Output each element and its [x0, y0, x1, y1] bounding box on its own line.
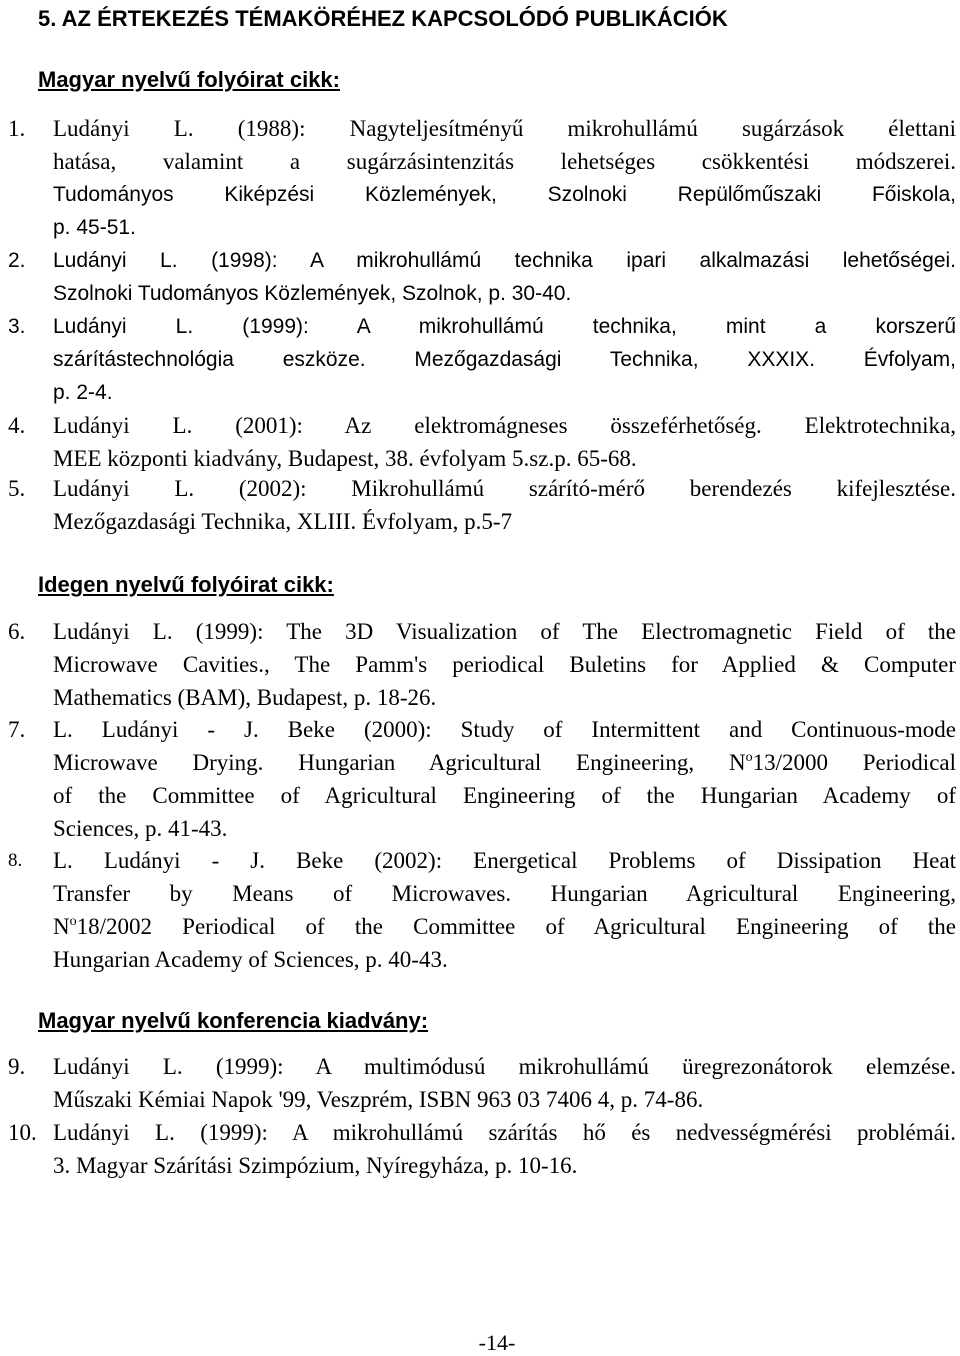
item-line: MEE központi kiadvány, Budapest, 38. évfolyam 5.sz.p. 65-68. [53, 446, 637, 471]
superscript-o: o [69, 914, 77, 929]
chapter-title: 5. AZ ÉRTEKEZÉS TÉMAKÖRÉHEZ KAPCSOLÓDÓ PUBLIKÁCIÓK [38, 6, 728, 31]
item-line: 3. Magyar Szárítási Szimpózium, Nyíregyháza, p. 10-16. [53, 1153, 578, 1178]
publication-item [0, 244, 956, 310]
item-number: 2. [8, 249, 26, 272]
line-text: 18/2002 Periodical of the Committee of Agricultural Engineering of the [76, 914, 956, 939]
item-line: Ludányi L. (1988): Nagyteljesítményű mikrohullámú sugárzások élettani [53, 116, 956, 141]
item-number: 8. [8, 850, 23, 871]
publication-item [0, 112, 956, 244]
item-line: Ludányi L. (1999): The 3D Visualization of The Electromagnetic Field of the [53, 619, 956, 644]
item-number: 7. [8, 717, 26, 742]
item-line: L. Ludányi - J. Beke (2000): Study of Intermittent and Continuous-mode [53, 717, 956, 742]
item-line: p. 45-51. [53, 216, 136, 239]
line-text: Microwave Drying. Hungarian Agricultural Engineering, N [53, 750, 746, 775]
superscript-o: o [745, 750, 753, 765]
item-number: 6. [8, 619, 26, 644]
publication-item [0, 615, 956, 714]
publication-item [0, 1116, 956, 1182]
line-text: N [53, 914, 70, 939]
item-number: 9. [8, 1054, 26, 1079]
line-text: 13/2000 Periodical [752, 750, 957, 775]
item-line: szárítástechnológia eszköze. Mezőgazdasági Technika, XXXIX. Évfolyam, [53, 348, 956, 371]
item-number: 3. [8, 315, 26, 338]
item-line: Ludányi L. (2001): Az elektromágneses összeférhetőség. Elektrotechnika, [53, 413, 956, 438]
publication-item [0, 472, 956, 538]
item-line: Tudományos Kiképzési Közlemények, Szolnoki Repülőműszaki Főiskola, [53, 183, 956, 206]
publication-item [0, 409, 956, 475]
publication-item [0, 1050, 956, 1116]
item-number: 10. [8, 1120, 37, 1145]
section-heading-foreign-journal: Idegen nyelvű folyóirat cikk: [38, 572, 334, 597]
item-line: Hungarian Academy of Sciences, p. 40-43. [53, 947, 448, 972]
item-line: hatása, valamint a sugárzásintenzitás lehetséges csökkentési módszerei. [53, 149, 956, 174]
page-number: -14- [478, 1330, 516, 1355]
item-line: L. Ludányi - J. Beke (2002): Energetical Problems of Dissipation Heat [53, 848, 956, 873]
item-line: Mezőgazdasági Technika, XLIII. Évfolyam, p.5-7 [53, 509, 513, 534]
item-line: Ludányi L. (1999): A mikrohullámú szárítás hő és nedvességmérési problémái. [53, 1120, 956, 1145]
item-number: 5. [8, 476, 26, 501]
publication-item [0, 844, 956, 976]
item-line: Ludányi L. (1999): A multimódusú mikrohullámú üregrezonátorok elemzése. [53, 1054, 956, 1079]
section-heading-hungarian-conference: Magyar nyelvű konferencia kiadvány: [38, 1008, 429, 1033]
item-line: Ludányi L. (1998): A mikrohullámú technika ipari alkalmazási lehetőségei. [53, 249, 956, 272]
item-line [53, 910, 956, 943]
item-line: Ludányi L. (1999): A mikrohullámú technika, mint a korszerű [53, 315, 956, 338]
item-line: Sciences, p. 41-43. [53, 816, 228, 841]
publication-item [0, 713, 956, 845]
item-line: Műszaki Kémiai Napok '99, Veszprém, ISBN 963 03 7406 4, p. 74-86. [53, 1087, 704, 1112]
item-number: 4. [8, 413, 26, 438]
item-number: 1. [8, 116, 26, 141]
item-line: of the Committee of Agricultural Engineering of the Hungarian Academy of [53, 783, 956, 808]
item-line: p. 2-4. [53, 381, 113, 404]
item-line: Microwave Cavities., The Pamm's periodical Buletins for Applied & Computer [53, 652, 956, 677]
item-line: Szolnoki Tudományos Közlemények, Szolnok, p. 30-40. [53, 282, 572, 305]
item-line: Mathematics (BAM), Budapest, p. 18-26. [53, 685, 437, 710]
publication-item [0, 310, 956, 409]
section-heading-hungarian-journal: Magyar nyelvű folyóirat cikk: [38, 67, 340, 92]
item-line: Transfer by Means of Microwaves. Hungarian Agricultural Engineering, [53, 881, 956, 906]
item-line: Ludányi L. (2002): Mikrohullámú szárító-mérő berendezés kifejlesztése. [53, 476, 956, 501]
item-line [53, 746, 956, 779]
